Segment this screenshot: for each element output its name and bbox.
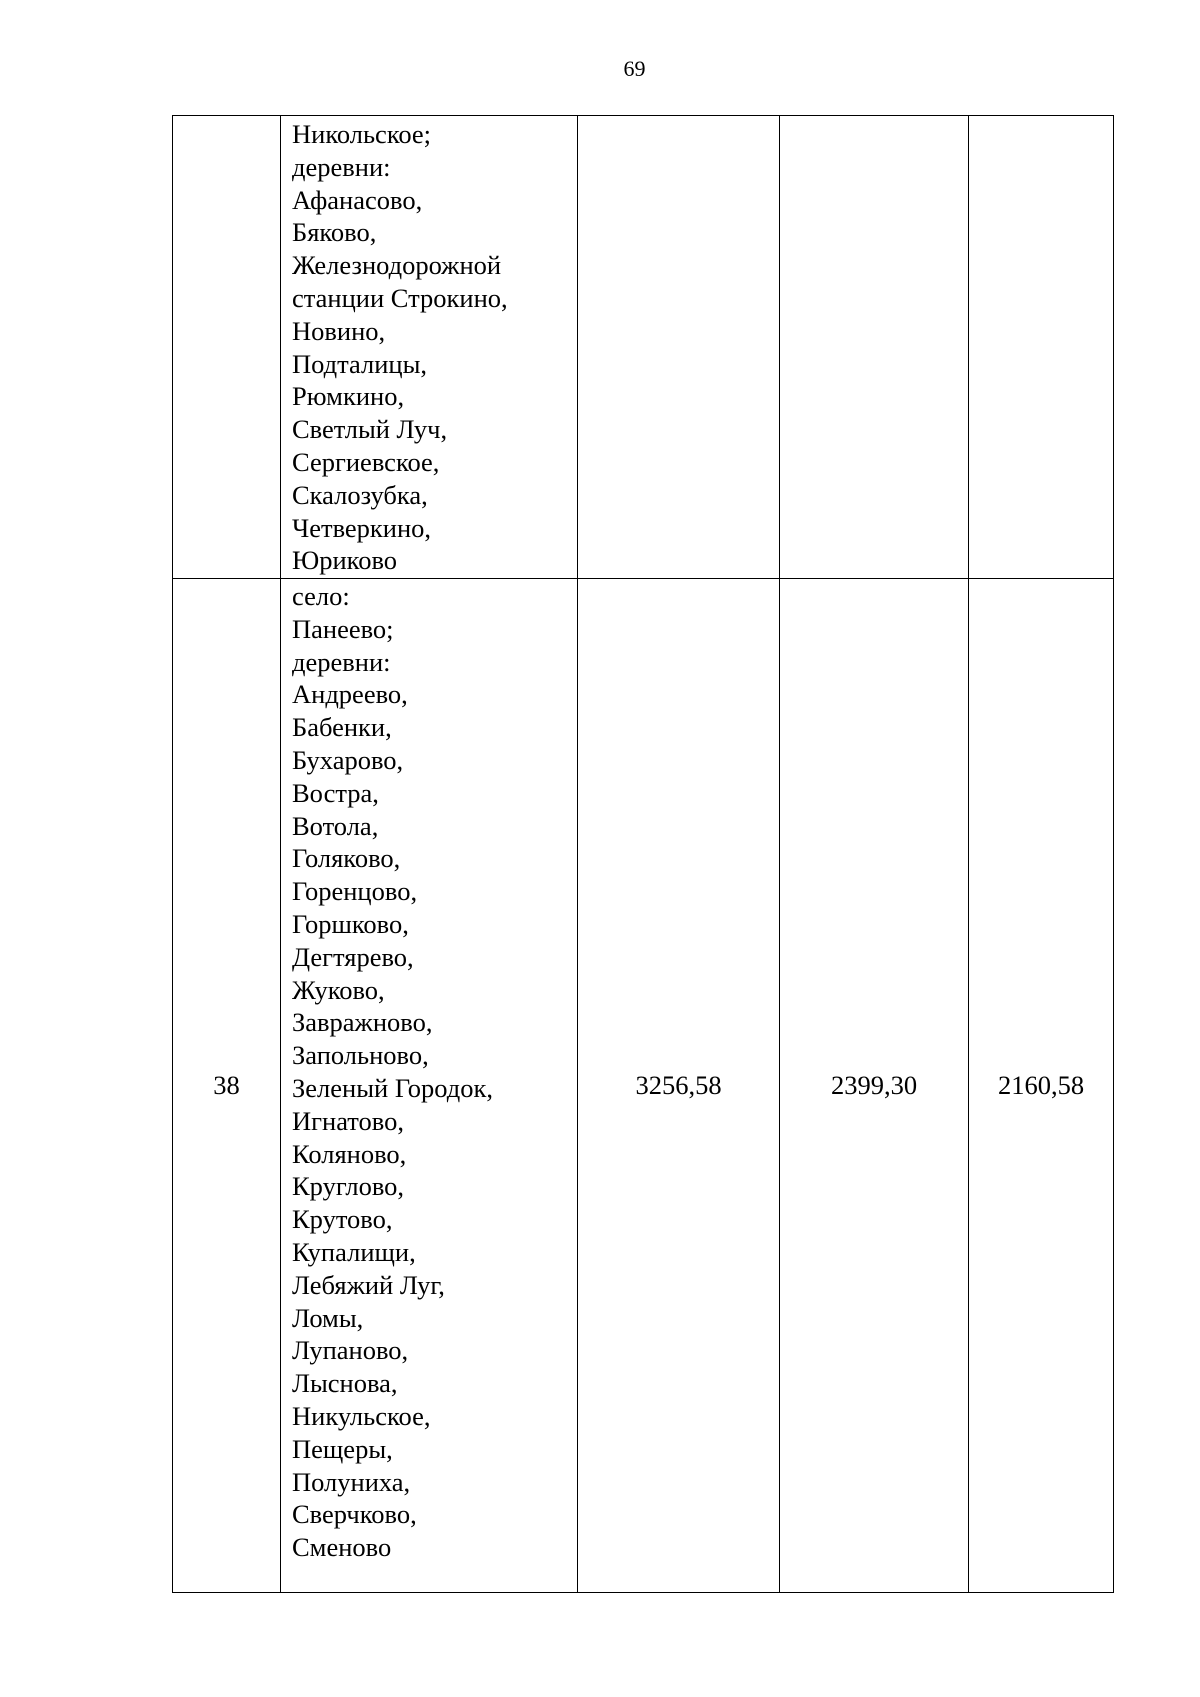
settlement-name: Пещеры, bbox=[292, 1433, 393, 1464]
row-number-cell bbox=[173, 116, 281, 579]
settlement-name: Востра, bbox=[292, 777, 379, 808]
settlement-name: Сверчково, bbox=[292, 1499, 417, 1530]
settlement-name: Дегтярево, bbox=[292, 941, 414, 972]
settlement-name: Бабенки, bbox=[292, 712, 392, 743]
settlement-name: деревни: bbox=[292, 151, 391, 182]
settlement-name: Скалозубка, bbox=[292, 479, 428, 510]
row-number-cell: 38 bbox=[173, 579, 281, 1593]
value-cell-1: 3256,58 bbox=[578, 579, 780, 1593]
settlement-name: Полуниха, bbox=[292, 1466, 411, 1497]
settlement-name: деревни: bbox=[292, 646, 391, 677]
value-cell-3 bbox=[969, 116, 1114, 579]
settlement-names-cell bbox=[281, 116, 578, 579]
settlement-name: Жуково, bbox=[292, 974, 385, 1005]
settlement-name: Лупаново, bbox=[292, 1335, 409, 1366]
settlement-name: Бухарово, bbox=[292, 744, 404, 775]
settlement-name: Афанасово, bbox=[292, 184, 423, 215]
settlement-name: Никольское; bbox=[292, 119, 432, 149]
settlement-name: Четверкино, bbox=[292, 512, 432, 543]
settlement-name: Новино, bbox=[292, 315, 386, 346]
page-number: 69 bbox=[623, 56, 646, 81]
settlement-name: Сергиевское, bbox=[292, 446, 440, 477]
value-cell-2 bbox=[780, 116, 969, 579]
value-cell-1 bbox=[578, 116, 780, 579]
table-row bbox=[173, 116, 1114, 579]
settlement-name: Круглово, bbox=[292, 1171, 405, 1202]
table-row bbox=[173, 579, 1114, 1593]
settlement-name: станции Строкино, bbox=[292, 282, 508, 313]
value-cell-3: 2160,58 bbox=[969, 579, 1114, 1593]
settlement-name: Железнодорожной bbox=[292, 250, 502, 281]
settlement-name: Зеленый Городок, bbox=[292, 1072, 494, 1103]
settlement-name: Игнатово, bbox=[292, 1105, 404, 1136]
settlement-name: Вотола, bbox=[292, 810, 379, 841]
settlement-name: Горшково, bbox=[292, 908, 409, 939]
settlement-name: Панеево; bbox=[292, 613, 394, 644]
settlement-name: Купалищи, bbox=[292, 1236, 416, 1267]
settlement-name: Горенцово, bbox=[292, 876, 418, 907]
settlement-name: Юриково bbox=[292, 545, 398, 576]
settlement-name: Рюмкино, bbox=[292, 381, 405, 412]
settlement-name: Лебяжий Луг, bbox=[292, 1269, 445, 1300]
settlement-name: Коляново, bbox=[292, 1138, 407, 1169]
settlement-name: Ломы, bbox=[292, 1302, 364, 1333]
settlements-table bbox=[172, 115, 1114, 1593]
settlement-name: село: bbox=[292, 581, 350, 611]
settlement-name: Голяково, bbox=[292, 843, 401, 874]
settlement-name: Запольново, bbox=[292, 1040, 429, 1071]
settlement-name: Крутово, bbox=[292, 1204, 393, 1235]
value-cell-2: 2399,30 bbox=[780, 579, 969, 1593]
settlement-names-cell bbox=[281, 579, 578, 1593]
settlement-name: Светлый Луч, bbox=[292, 414, 448, 445]
settlement-name: Никульское, bbox=[292, 1400, 431, 1431]
settlement-name: Бяково, bbox=[292, 217, 377, 248]
settlement-name: Подталицы, bbox=[292, 348, 428, 379]
settlement-name: Завражново, bbox=[292, 1007, 433, 1038]
settlement-name: Лыснова, bbox=[292, 1368, 398, 1399]
settlement-name: Андреево, bbox=[292, 679, 408, 710]
settlement-name: Сменово bbox=[292, 1532, 392, 1563]
